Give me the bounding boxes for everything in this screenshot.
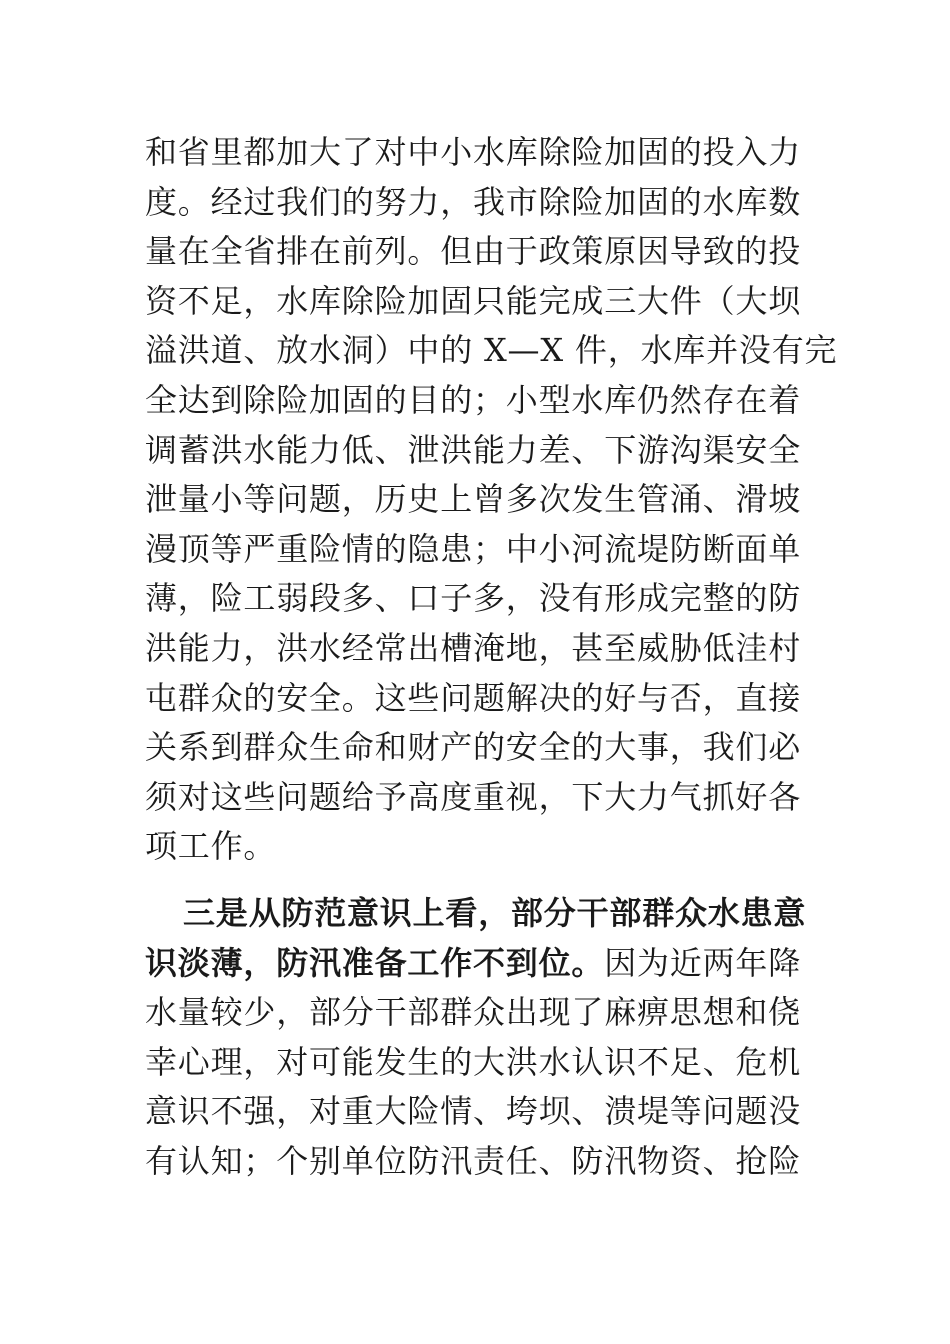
text-line: 意识不强，对重大险情、垮坝、溃堤等问题没 (145, 1092, 802, 1131)
text-line: 资不足，水库除险加固只能完成三大件（大坝 (145, 281, 802, 320)
text-line (145, 889, 815, 939)
text-line: 量在全省排在前列。但由于政策原因导致的投 (145, 232, 802, 271)
text-line: 调蓄洪水能力低、泄洪能力差、下游沟渠安全 (145, 430, 802, 469)
text-line: 和省里都加大了对中小水库除险加固的投入力 (145, 133, 802, 171)
paragraph-awareness-issues (145, 889, 815, 1187)
text-line: 项工作。 (145, 827, 277, 866)
bold-heading-text: 三是从防范意识上看，部分干部群众水患意 (183, 894, 807, 932)
text-line: 有认知；个别单位防汛责任、防汛物资、抢险 (145, 1141, 802, 1180)
paragraph-reservoir-issues (145, 128, 838, 872)
text-line: 屯群众的安全。这些问题解决的好与否，直接 (145, 678, 802, 717)
text-line: 水量较少，部分干部群众出现了麻痹思想和侥 (145, 993, 802, 1032)
text-line: 全达到除险加固的目的；小型水库仍然存在着 (145, 380, 802, 419)
text-line (145, 939, 815, 989)
text-line: 泄量小等问题，历史上曾多次发生管涌、滑坡 (145, 480, 802, 519)
text-line: 溢洪道、放水洞）中的 X—X 件，水库并没有完 (145, 331, 838, 370)
text-line: 漫顶等严重险情的隐患；中小河流堤防断面单 (145, 529, 802, 568)
bold-heading-text: 识淡薄，防汛准备工作不到位。 (145, 943, 605, 982)
text-line: 须对这些问题给予高度重视，下大力气抓好各 (145, 777, 802, 816)
text-line: 幸心理，对可能发生的大洪水认识不足、危机 (145, 1042, 802, 1081)
text-line: 度。经过我们的努力，我市除险加固的水库数 (145, 182, 802, 221)
text-line: 洪能力，洪水经常出槽淹地，甚至威胁低洼村 (145, 628, 802, 667)
body-text: 因为近两年降 (604, 943, 802, 982)
text-line: 关系到群众生命和财产的安全的大事，我们必 (145, 728, 802, 767)
text-line: 薄，险工弱段多、口子多，没有形成完整的防 (145, 579, 802, 618)
